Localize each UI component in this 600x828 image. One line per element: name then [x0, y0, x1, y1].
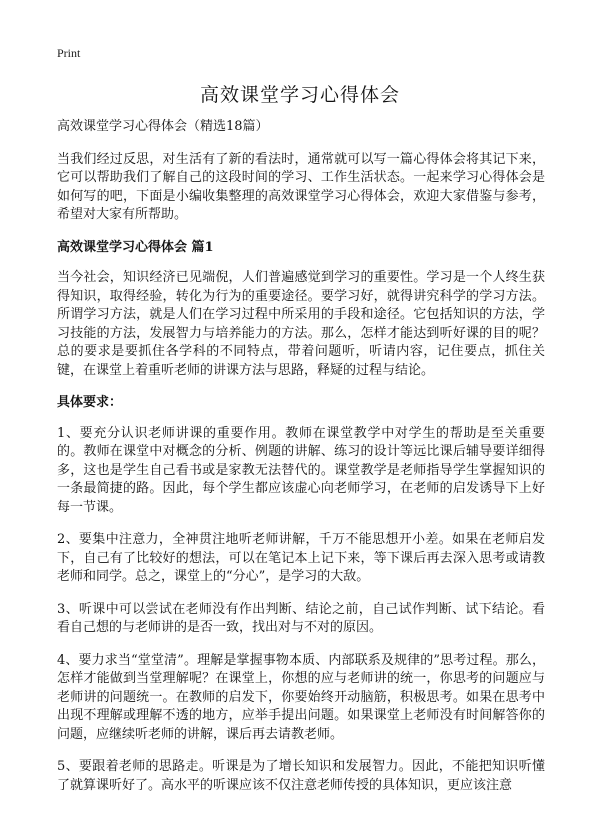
print-link[interactable]: Print: [57, 46, 81, 60]
section-paragraph: 当今社会，知识经济已见端倪，人们普遍感觉到学习的重要性。学习是一个人终生获得知识，取得经验，转化为行为的重要途径。要学习好，就得讲究科学的学习方法。所谓学习方法，就是人们在学习过程中所采用的手段和途径。它包括知识的方法，学习技能的方法，发展智力与培养能力的方法。那么，怎样才能达到听好课的目的呢？总的要求是要抓住各学科的不同特点，带着问题听，听请内容，记住要点，抓住关键，在课堂上着重听老师的讲课方法与思路，释疑的过程与结论。: [57, 270, 545, 378]
list-item: 4、要力求当“堂堂清”。理解是掌握事物本质、内部联系及规律的”思考过程。那么，怎样才能做到当堂理解呢？在课堂上，你想的应与老师讲的统一，你思考的问题应与老师讲的问题统一。在教师的启发下，你要始终开动脑筋，积极思考。如果在思考中出现不理解或理解不透的地方，应举手提出问题。如果课堂上老师没有时间解答你的问题，应继续听老师的讲解，课后再去请教老师。: [57, 652, 545, 742]
section-heading: 高效课堂学习心得体会 篇1: [57, 239, 214, 255]
list-item: 2、要集中注意力，全神贯注地听老师讲解，千万不能思想开小差。如果在老师启发下，自己有了比较好的想法，可以在笔记本上记下来，等下课后再去深入思考或请教老师和同学。总之，课堂上的“分心”，是学习的大敌。: [57, 532, 545, 584]
article-body: [57, 118, 545, 809]
list-item: 3、听课中可以尝试在老师没有作出判断、结论之前，自己试作判断、试下结论。看看自己想的与老师讲的是否一致，找出对与不对的原因。: [57, 601, 545, 635]
page-title: 高效课堂学习心得体会: [199, 84, 400, 106]
list-item: 1、要充分认识老师讲课的重要作用。教师在课堂教学中对学生的帮助是至关重要的。教师在课堂中对概念的分析、例题的讲解、练习的设计等远比课后辅导要详细得多，这也是学生自己看书或是家教无法替代的。课堂教学是老师指导学生掌握知识的一条最简捷的路。因此，每个学生都应该虚心向老师学习，在老师的启发诱导下上好每一节课。: [57, 425, 545, 515]
requirements-heading: 具体要求：: [57, 395, 123, 410]
intro-paragraph: 当我们经过反思，对生活有了新的看法时，通常就可以写一篇心得体会将其记下来，它可以帮助我们了解自己的这段时间的学习、工作生活状态。一起来学习心得体会是如何写的吧，下面是小编收集整理的高效课堂学习心得体会，欢迎大家借鉴与参考，希望对大家有所帮助。: [57, 151, 545, 222]
article-subtitle: 高效课堂学习心得体会（精选18篇）: [57, 119, 269, 134]
list-item: 5、要跟着老师的思路走。听课是为了增长知识和发展智力。因此，不能把知识听懂了就算课听好了。高水平的听课应该不仅注意老师传授的具体知识，更应该注意: [57, 759, 545, 793]
